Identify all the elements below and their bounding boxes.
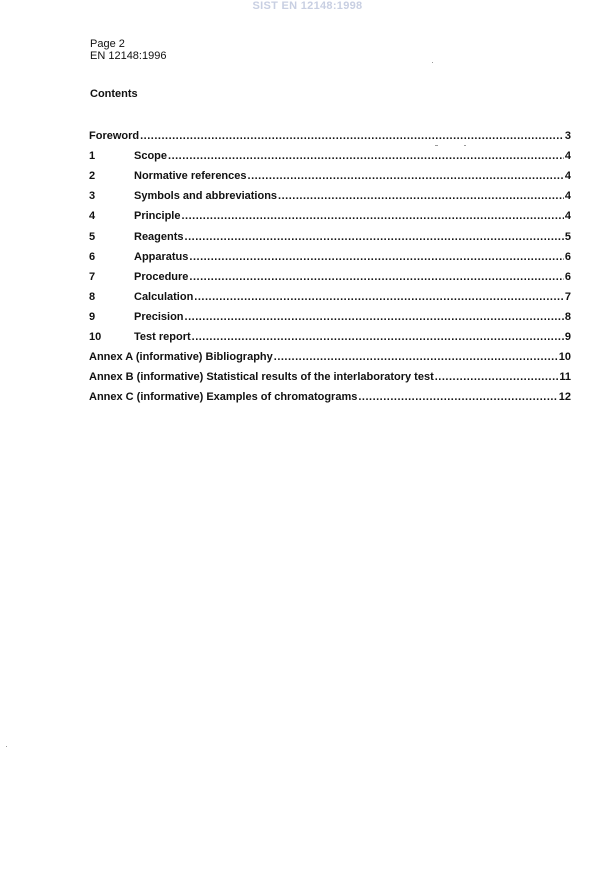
toc-number: 1 [89,150,96,163]
toc-leader [192,331,564,343]
toc-title: Reagents [134,230,184,243]
toc-page: 10 [558,351,571,364]
toc-number: 2 [89,170,96,183]
toc-leader [168,150,564,162]
toc-entry[interactable] [89,243,571,263]
toc-entry[interactable] [89,222,571,242]
toc-title: Foreword [89,130,140,143]
toc-title: Annex B (informative) Statistical results of the interlaboratory test [89,371,434,384]
toc-title: Apparatus [134,250,189,263]
toc-entry[interactable] [89,142,571,162]
toc-entry[interactable] [89,122,571,142]
standard-id: EN 12148:1996 [90,50,167,62]
scan-speck [435,145,438,146]
toc-leader [189,271,563,283]
toc-number: 9 [89,310,96,323]
toc-page: 5 [564,230,571,243]
toc-number: 3 [89,190,96,203]
toc-entry[interactable] [89,283,571,303]
toc-page: 6 [564,270,571,283]
toc-leader [278,190,564,202]
toc-title: Symbols and abbreviations [134,190,278,203]
toc-page: 4 [564,190,571,203]
table-of-contents [89,122,571,403]
toc-number: 6 [89,250,96,263]
toc-page: 6 [564,250,571,263]
toc-entry[interactable] [89,303,571,323]
page-header [90,38,166,62]
page-number: Page 2 [90,38,125,50]
toc-leader [185,311,564,323]
toc-leader [181,210,563,222]
toc-title: Calculation [134,290,194,303]
toc-title: Annex A (informative) Bibliography [89,351,273,364]
toc-entry[interactable] [89,363,571,383]
toc-leader [358,391,557,403]
toc-entry[interactable] [89,162,571,182]
toc-title: Test report [134,331,191,344]
toc-entry[interactable] [89,343,571,363]
toc-leader [140,130,564,142]
toc-page: 4 [564,170,571,183]
toc-page: 4 [564,210,571,223]
watermark: SIST EN 12148:1998 [252,0,363,12]
toc-number: 8 [89,290,96,303]
toc-leader [189,251,563,263]
toc-title: Normative references [134,170,247,183]
toc-number: 4 [89,210,96,223]
toc-page: 8 [564,310,571,323]
toc-number: 10 [89,331,102,344]
toc-page: 12 [558,391,571,404]
scan-speck [432,62,433,63]
toc-page: 7 [564,290,571,303]
toc-entry[interactable] [89,202,571,222]
toc-title: Annex C (informative) Examples of chromatograms [89,391,358,404]
toc-page: 9 [564,331,571,344]
toc-leader [185,231,564,243]
toc-number: 7 [89,270,96,283]
toc-entry[interactable] [89,383,571,403]
toc-leader [248,170,564,182]
toc-leader [274,351,558,363]
toc-entry[interactable] [89,323,571,343]
contents-heading: Contents [90,88,138,100]
toc-leader [194,291,564,303]
scan-speck [6,746,7,747]
toc-title: Scope [134,150,168,163]
toc-number: 5 [89,230,96,243]
toc-entry[interactable] [89,263,571,283]
toc-title: Precision [134,310,184,323]
toc-page: 4 [564,150,571,163]
toc-title: Procedure [134,270,189,283]
scan-speck [464,145,466,146]
toc-page: 11 [559,371,571,384]
toc-leader [435,371,559,383]
toc-entry[interactable] [89,182,571,202]
toc-title: Principle [134,210,181,223]
toc-page: 3 [564,130,571,143]
